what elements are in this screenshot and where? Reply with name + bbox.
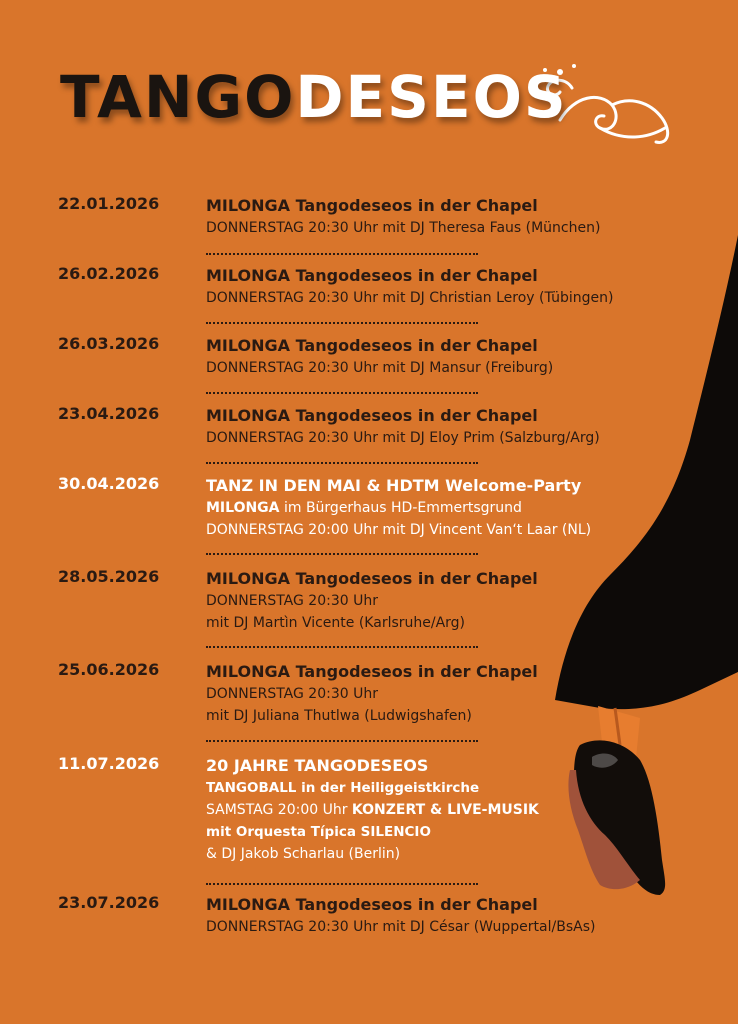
event-info-text: & DJ Jakob Scharlau (Berlin) (206, 846, 401, 862)
event-info-line (206, 612, 686, 634)
event-info-text: MILONGA Tangodeseos in der Chapel (206, 569, 538, 588)
event-info-bold: MILONGA (206, 500, 280, 516)
event-info-line (206, 821, 686, 843)
event-info-line (206, 497, 686, 519)
event-info-text: TANZ IN DEN MAI & HDTM Welcome-Party (206, 476, 582, 495)
event-info-text: SAMSTAG 20:00 Uhr (206, 802, 352, 818)
event-details (206, 264, 686, 309)
event-info-text: 20 JAHRE TANGODESEOS (206, 756, 429, 775)
dotted-separator (206, 322, 478, 324)
event-title (206, 334, 686, 357)
event-details (206, 194, 686, 239)
event-title (206, 567, 686, 590)
event-info-text: TANGOBALL in der Heiliggeistkirche (206, 780, 480, 796)
dotted-separator (206, 392, 478, 394)
event-info-line (206, 519, 686, 541)
event-title (206, 474, 686, 497)
event-info-line (206, 916, 686, 938)
event-date: 22.01.2026 (58, 194, 160, 213)
event-details (206, 404, 686, 449)
event-title (206, 893, 686, 916)
event-info-bold: KONZERT & LIVE-MUSIK (351, 802, 539, 818)
event-info-text: DONNERSTAG 20:30 Uhr mit DJ Theresa Faus (München) (206, 220, 601, 236)
event-info-line (206, 843, 686, 865)
event-details (206, 660, 686, 727)
event-info-line (206, 357, 686, 379)
event-title (206, 754, 686, 777)
event-info-text: mit Orquesta Típica SILENCIO (206, 824, 431, 840)
event-info-text: MILONGA Tangodeseos in der Chapel (206, 266, 538, 285)
event-title (206, 660, 686, 683)
event-info-line (206, 590, 686, 612)
event-info-text: DONNERSTAG 20:30 Uhr mit DJ Eloy Prim (Salzburg/Arg) (206, 430, 600, 446)
event-details (206, 474, 686, 541)
logo-part-tango: TANGO (60, 63, 296, 131)
event-date: 25.06.2026 (58, 660, 160, 679)
event-info-line (206, 217, 686, 239)
event-info-line (206, 799, 686, 821)
event-info-text: mit DJ Martìn Vicente (Karlsruhe/Arg) (206, 615, 466, 631)
event-date: 26.02.2026 (58, 264, 160, 283)
event-date: 26.03.2026 (58, 334, 160, 353)
event-info-line (206, 705, 686, 727)
event-date: 23.07.2026 (58, 893, 160, 912)
dotted-separator (206, 740, 478, 742)
event-details (206, 567, 686, 634)
event-info-text: MILONGA Tangodeseos in der Chapel (206, 895, 538, 914)
event-details (206, 893, 686, 938)
dotted-separator (206, 253, 478, 255)
dotted-separator (206, 462, 478, 464)
event-info-text: im Bürgerhaus HD-Emmertsgrund (279, 500, 522, 516)
event-info-text: DONNERSTAG 20:00 Uhr mit DJ Vincent Van‘t Laar (NL) (206, 522, 592, 538)
event-date: 23.04.2026 (58, 404, 160, 423)
event-info-text: DONNERSTAG 20:30 Uhr mit DJ Christian Leroy (Tübingen) (206, 290, 614, 306)
dotted-separator (206, 553, 478, 555)
event-info-text: MILONGA Tangodeseos in der Chapel (206, 662, 538, 681)
event-info-text: MILONGA Tangodeseos in der Chapel (206, 196, 538, 215)
event-date: 30.04.2026 (58, 474, 160, 493)
event-info-line (206, 427, 686, 449)
event-info-text: DONNERSTAG 20:30 Uhr mit DJ Mansur (Freiburg) (206, 360, 554, 376)
dotted-separator (206, 883, 478, 885)
event-info-line (206, 683, 686, 705)
event-title (206, 194, 686, 217)
event-info-line (206, 777, 686, 799)
event-info-text: MILONGA Tangodeseos in der Chapel (206, 336, 538, 355)
event-info-text: MILONGA Tangodeseos in der Chapel (206, 406, 538, 425)
event-info-text: DONNERSTAG 20:30 Uhr (206, 593, 378, 609)
dotted-separator (206, 646, 478, 648)
event-details (206, 754, 686, 865)
event-date: 11.07.2026 (58, 754, 160, 773)
event-info-text: DONNERSTAG 20:30 Uhr mit DJ César (Wuppertal/BsAs) (206, 919, 596, 935)
event-details (206, 334, 686, 379)
event-title (206, 264, 686, 287)
event-info-line (206, 287, 686, 309)
event-date: 28.05.2026 (58, 567, 160, 586)
logo-part-deseos: DESEOS (295, 63, 568, 131)
event-info-text: DONNERSTAG 20:30 Uhr (206, 686, 378, 702)
event-title (206, 404, 686, 427)
event-info-text: mit DJ Juliana Thutlwa (Ludwigshafen) (206, 708, 472, 724)
